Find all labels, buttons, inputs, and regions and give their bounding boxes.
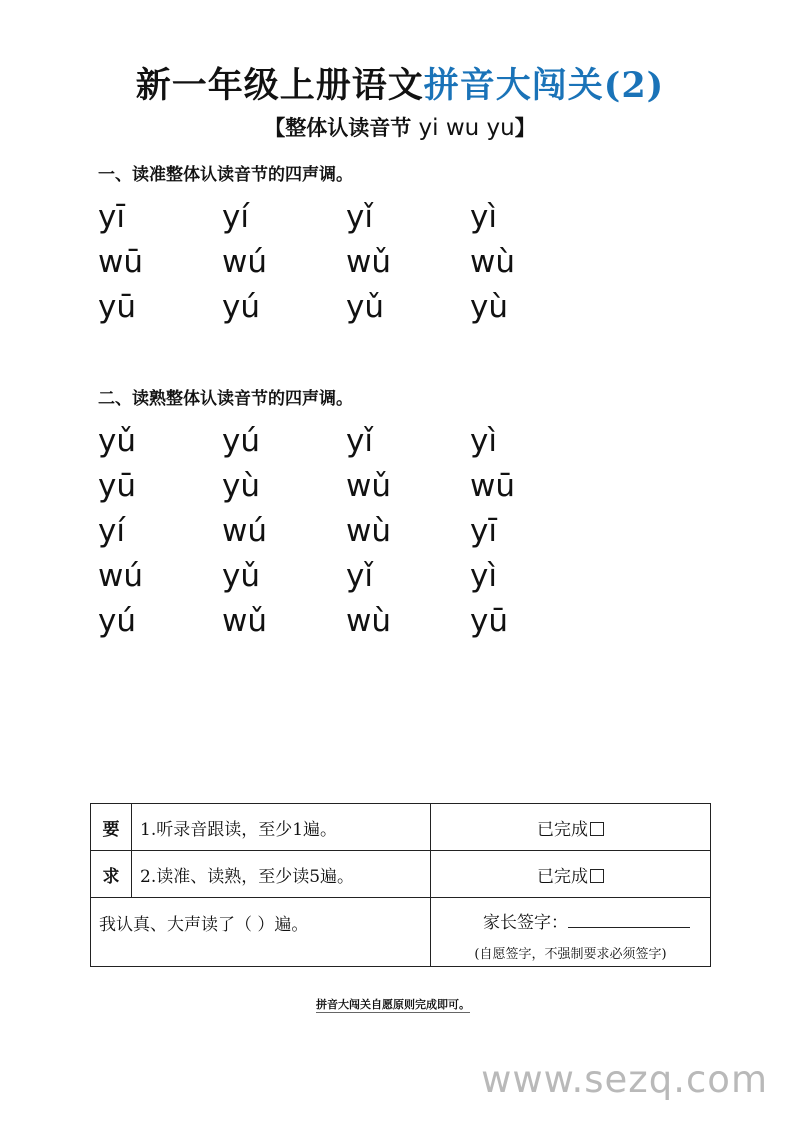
- syllable: wū: [470, 468, 516, 504]
- requirement-task: 2.读准、读熟，至少读5遍。: [132, 851, 431, 898]
- syllable: wǔ: [222, 603, 268, 639]
- pledge-cell[interactable]: [91, 898, 431, 967]
- requirements-label-top: 要: [91, 804, 132, 851]
- syllable: wū: [98, 244, 144, 280]
- page-subtitle: [0, 112, 800, 142]
- syllable: yì: [470, 423, 497, 459]
- syllable: wú: [98, 558, 144, 594]
- syllable: yǔ: [222, 558, 260, 594]
- syllable: yǐ: [346, 199, 373, 235]
- signature-field[interactable]: [568, 913, 690, 928]
- section1-heading: 一、读准整体认读音节的四声调。: [98, 165, 353, 185]
- syllable: wǔ: [346, 244, 392, 280]
- footer-note: 拼音大闯关自愿原则完成即可。: [316, 998, 470, 1011]
- syllable: yū: [470, 603, 508, 639]
- syllable: yú: [222, 289, 260, 325]
- requirements-table: [90, 803, 711, 967]
- subtitle-pinyin: yi wu yu: [418, 115, 515, 141]
- syllable: yú: [222, 423, 260, 459]
- section2-grid: [98, 419, 594, 644]
- syllable: yǐ: [346, 423, 373, 459]
- syllable: yú: [98, 603, 136, 639]
- syllable: wú: [222, 513, 268, 549]
- syllable: yī: [470, 513, 497, 549]
- syllable: yū: [98, 289, 136, 325]
- title-main: 新一年级上册语文: [135, 65, 424, 106]
- signature-line: [431, 908, 710, 933]
- syllable: wǔ: [346, 468, 392, 504]
- syllable: wú: [222, 244, 268, 280]
- syllable: yù: [222, 468, 260, 504]
- subtitle-prefix: 【整体认读音节: [264, 115, 419, 140]
- subtitle-suffix: 】: [514, 115, 536, 140]
- syllable: wù: [346, 603, 392, 639]
- syllable: yū: [98, 468, 136, 504]
- requirement-row: [91, 804, 711, 851]
- signature-label: 家长签字：: [483, 913, 568, 933]
- requirement-status[interactable]: [431, 851, 711, 898]
- requirement-status[interactable]: [431, 804, 711, 851]
- syllable: yǔ: [346, 289, 384, 325]
- status-label: 已完成: [537, 866, 588, 887]
- syllable: yí: [98, 513, 125, 549]
- pledge-row: [91, 898, 711, 967]
- syllable: yī: [98, 199, 125, 235]
- syllable: yí: [222, 199, 249, 235]
- requirement-task: 1.听录音跟读，至少1遍。: [132, 804, 431, 851]
- checkbox-icon[interactable]: [590, 822, 604, 836]
- section2-heading: 二、读熟整体认读音节的四声调。: [98, 389, 353, 409]
- syllable: wù: [346, 513, 392, 549]
- requirements-label-bottom: 求: [91, 851, 132, 898]
- page-title: [0, 58, 800, 108]
- status-label: 已完成: [537, 819, 588, 840]
- signature-cell: [431, 898, 711, 967]
- checkbox-icon[interactable]: [590, 869, 604, 883]
- syllable: yǐ: [346, 558, 373, 594]
- title-accent: 拼音大闯关(2): [423, 65, 665, 106]
- syllable: yù: [470, 289, 508, 325]
- syllable: yì: [470, 558, 497, 594]
- section1-grid: [98, 195, 594, 330]
- syllable: yì: [470, 199, 497, 235]
- requirement-row: [91, 851, 711, 898]
- pledge-text: 我认真、大声读了（ ）遍。: [99, 915, 309, 935]
- syllable: wù: [470, 244, 516, 280]
- syllable: yǔ: [98, 423, 136, 459]
- watermark: www.sezq.com: [481, 1058, 768, 1101]
- signature-note: (自愿签字，不强制要求必须签字): [474, 947, 667, 962]
